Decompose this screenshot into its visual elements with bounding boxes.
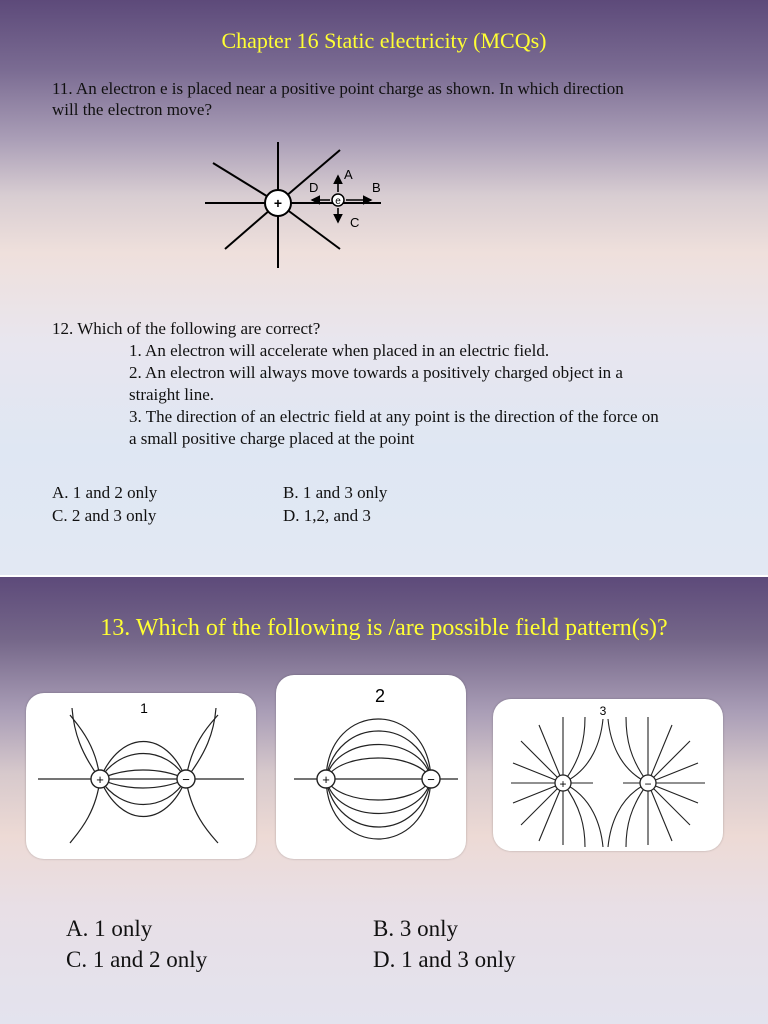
pattern-1-minus: − [182,772,190,787]
question-12-item-1: 1. An electron will accelerate when placed in an electric field. [129,341,550,360]
label-a: A [344,167,353,182]
pattern-1-plus: + [96,772,104,787]
field-pattern-3 [493,699,723,851]
option-13-a[interactable]: A. 1 only [66,916,153,941]
slide-2-title: 13. Which of the following is /are possible field pattern(s)? [100,615,668,641]
label-b: B [372,180,381,195]
label-c: C [350,215,360,230]
field-lines [205,142,381,268]
question-12 [52,318,742,450]
option-12-a[interactable]: A. 1 and 2 only [52,483,158,502]
field-pattern-1 [26,693,256,859]
question-12-stem: 12. Which of the following are correct? [52,319,321,338]
option-13-b[interactable]: B. 3 only [373,916,458,941]
question-12-item-2b: straight line. [129,385,214,404]
pattern-3-label: 3 [599,704,607,718]
question-11-line-1: 11. An electron e is placed near a positive point charge as shown. In which direction [52,79,624,98]
slide-2 [0,577,768,1024]
question-12-options [52,481,552,527]
question-12-item-3b: a small positive charge placed at the point [129,429,415,448]
option-13-c[interactable]: C. 1 and 2 only [66,947,208,972]
field-pattern-2 [276,675,466,859]
option-12-d[interactable]: D. 1,2, and 3 [283,506,371,525]
pattern-1-label: 1 [140,700,148,716]
option-13-d[interactable]: D. 1 and 3 only [373,947,516,972]
pattern-2-plus: + [322,772,330,787]
electron-label: e [335,196,341,207]
question-11-diagram [195,142,405,272]
pattern-3-minus: − [644,777,652,791]
question-11 [52,78,732,120]
label-d: D [309,180,319,195]
pattern-3-plus: + [559,777,567,791]
slide-1-title: Chapter 16 Static electricity (MCQs) [221,28,547,53]
positive-sign: + [273,195,283,211]
pattern-2-label: 2 [374,686,386,706]
question-12-item-2a: 2. An electron will always move towards a positively charged object in a [129,363,623,382]
option-12-b[interactable]: B. 1 and 3 only [283,483,388,502]
question-11-line-2: will the electron move? [52,100,213,119]
question-12-item-3a: 3. The direction of an electric field at any point is the direction of the force on [129,407,659,426]
option-12-c[interactable]: C. 2 and 3 only [52,506,157,525]
pattern-2-minus: − [427,772,435,787]
question-13-options [66,913,666,975]
